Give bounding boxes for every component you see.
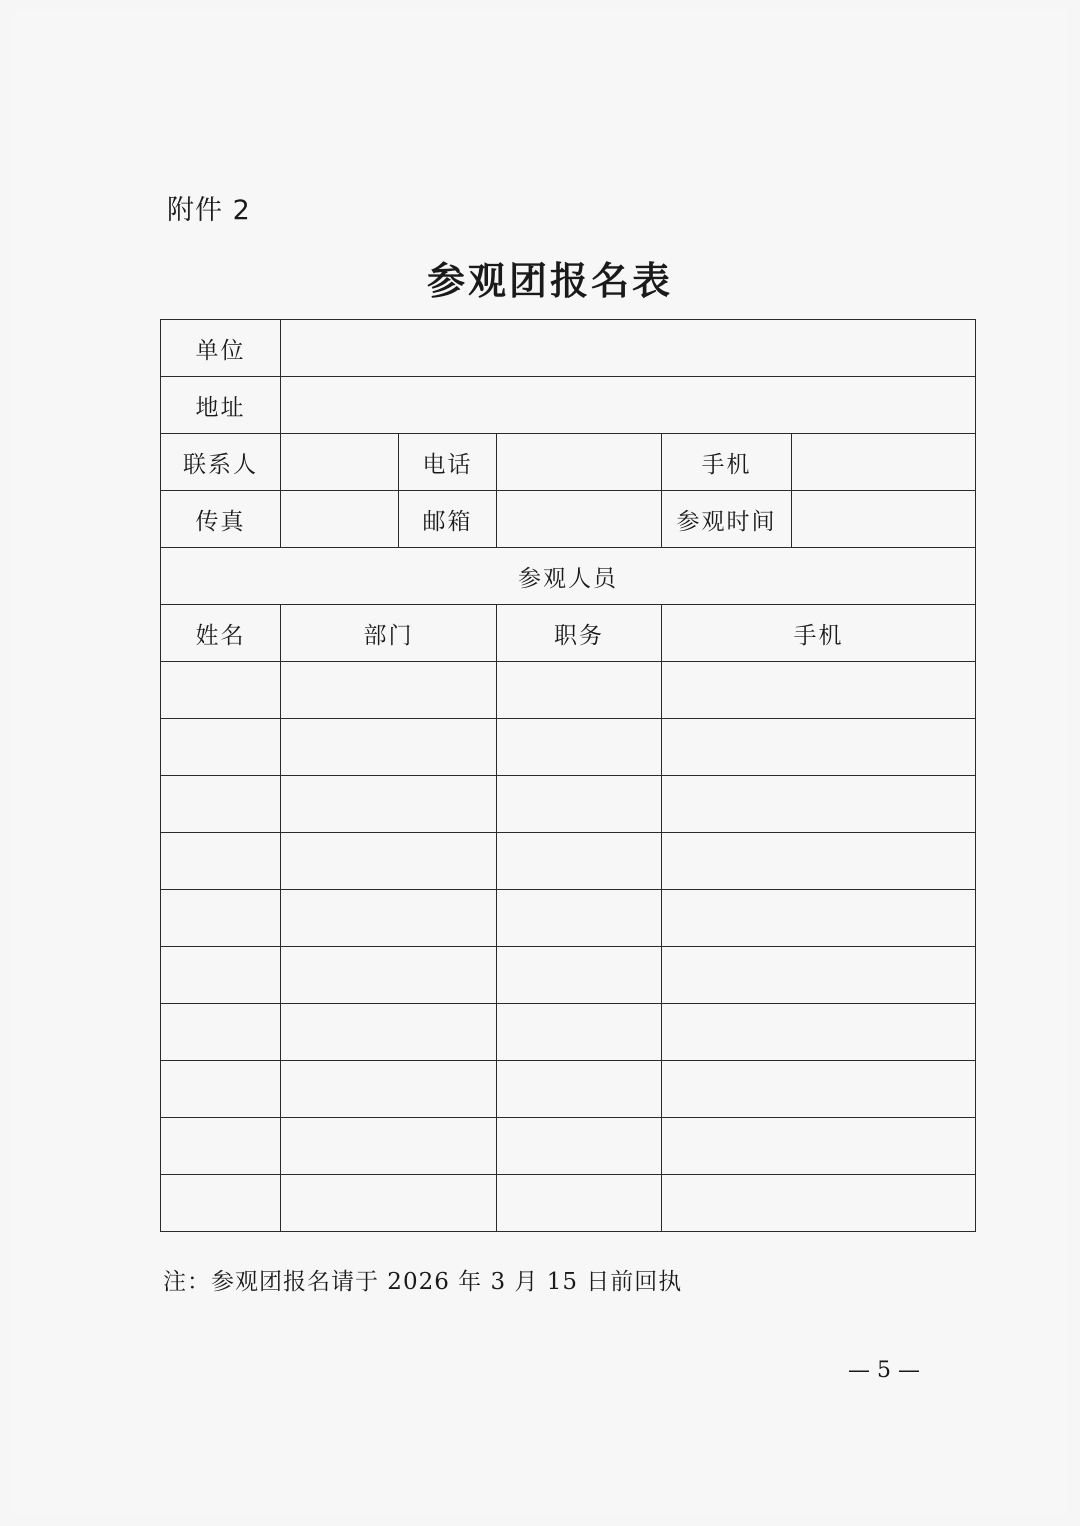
mobile-field[interactable] (792, 434, 976, 491)
visitor-name-field[interactable] (161, 1175, 281, 1232)
visitor-mobile-field[interactable] (662, 833, 976, 890)
column-header-name: 姓名 (161, 605, 281, 662)
visitor-department-field[interactable] (281, 947, 497, 1004)
visitor-name-field[interactable] (161, 1004, 281, 1061)
mobile-label: 手机 (662, 434, 792, 491)
visitor-position-field[interactable] (497, 1061, 662, 1118)
unit-label: 单位 (161, 320, 281, 377)
column-header-mobile: 手机 (662, 605, 976, 662)
phone-field[interactable] (497, 434, 662, 491)
visitor-name-field[interactable] (161, 1118, 281, 1175)
visitor-position-field[interactable] (497, 1004, 662, 1061)
visitor-row (161, 1004, 976, 1061)
visitor-name-field[interactable] (161, 776, 281, 833)
fax-row (161, 491, 976, 548)
visitor-row (161, 1061, 976, 1118)
address-field[interactable] (281, 377, 976, 434)
attachment-label: 附件 2 (167, 195, 251, 226)
visitor-position-field[interactable] (497, 1118, 662, 1175)
visitor-row (161, 947, 976, 1004)
visitors-header-row (161, 605, 976, 662)
phone-label: 电话 (399, 434, 497, 491)
form-title: 参观团报名表 (426, 259, 673, 303)
visitor-position-field[interactable] (497, 890, 662, 947)
fax-label: 传真 (161, 491, 281, 548)
visitor-position-field[interactable] (497, 776, 662, 833)
visitor-row (161, 776, 976, 833)
visitor-name-field[interactable] (161, 947, 281, 1004)
visitor-department-field[interactable] (281, 776, 497, 833)
visitor-name-field[interactable] (161, 833, 281, 890)
visitor-mobile-field[interactable] (662, 1061, 976, 1118)
visitor-name-field[interactable] (161, 662, 281, 719)
fax-field[interactable] (281, 491, 399, 548)
visitor-department-field[interactable] (281, 1175, 497, 1232)
visitor-department-field[interactable] (281, 662, 497, 719)
email-field[interactable] (497, 491, 662, 548)
unit-field[interactable] (281, 320, 976, 377)
page-number: — 5 — (848, 1358, 920, 1383)
address-label: 地址 (161, 377, 281, 434)
visitors-section-label: 参观人员 (161, 548, 976, 605)
visitor-mobile-field[interactable] (662, 947, 976, 1004)
visitor-mobile-field[interactable] (662, 1118, 976, 1175)
visitor-row (161, 662, 976, 719)
visitor-department-field[interactable] (281, 890, 497, 947)
visitor-mobile-field[interactable] (662, 1175, 976, 1232)
visitor-name-field[interactable] (161, 719, 281, 776)
visitor-position-field[interactable] (497, 947, 662, 1004)
visitor-position-field[interactable] (497, 662, 662, 719)
visitor-department-field[interactable] (281, 833, 497, 890)
visitor-row (161, 719, 976, 776)
visitor-position-field[interactable] (497, 833, 662, 890)
visitor-position-field[interactable] (497, 1175, 662, 1232)
column-header-position: 职务 (497, 605, 662, 662)
email-label: 邮箱 (399, 491, 497, 548)
registration-form-table (160, 319, 976, 1232)
visitor-mobile-field[interactable] (662, 662, 976, 719)
visitor-department-field[interactable] (281, 719, 497, 776)
address-row (161, 377, 976, 434)
contact-row (161, 434, 976, 491)
unit-row (161, 320, 976, 377)
contact-field[interactable] (281, 434, 399, 491)
visitor-name-field[interactable] (161, 1061, 281, 1118)
visitor-department-field[interactable] (281, 1061, 497, 1118)
visitor-mobile-field[interactable] (662, 776, 976, 833)
visitor-row (161, 890, 976, 947)
visitor-mobile-field[interactable] (662, 890, 976, 947)
visitor-mobile-field[interactable] (662, 719, 976, 776)
visitor-position-field[interactable] (497, 719, 662, 776)
visitor-department-field[interactable] (281, 1004, 497, 1061)
visitor-name-field[interactable] (161, 890, 281, 947)
visitor-row (161, 1118, 976, 1175)
footnote: 注：参观团报名请于 2026 年 3 月 15 日前回执 (163, 1269, 683, 1295)
visitor-mobile-field[interactable] (662, 1004, 976, 1061)
visit-time-label: 参观时间 (662, 491, 792, 548)
visitor-department-field[interactable] (281, 1118, 497, 1175)
visitor-row (161, 833, 976, 890)
visitors-section-row (161, 548, 976, 605)
visitor-row (161, 1175, 976, 1232)
contact-label: 联系人 (161, 434, 281, 491)
column-header-department: 部门 (281, 605, 497, 662)
visit-time-field[interactable] (792, 491, 976, 548)
